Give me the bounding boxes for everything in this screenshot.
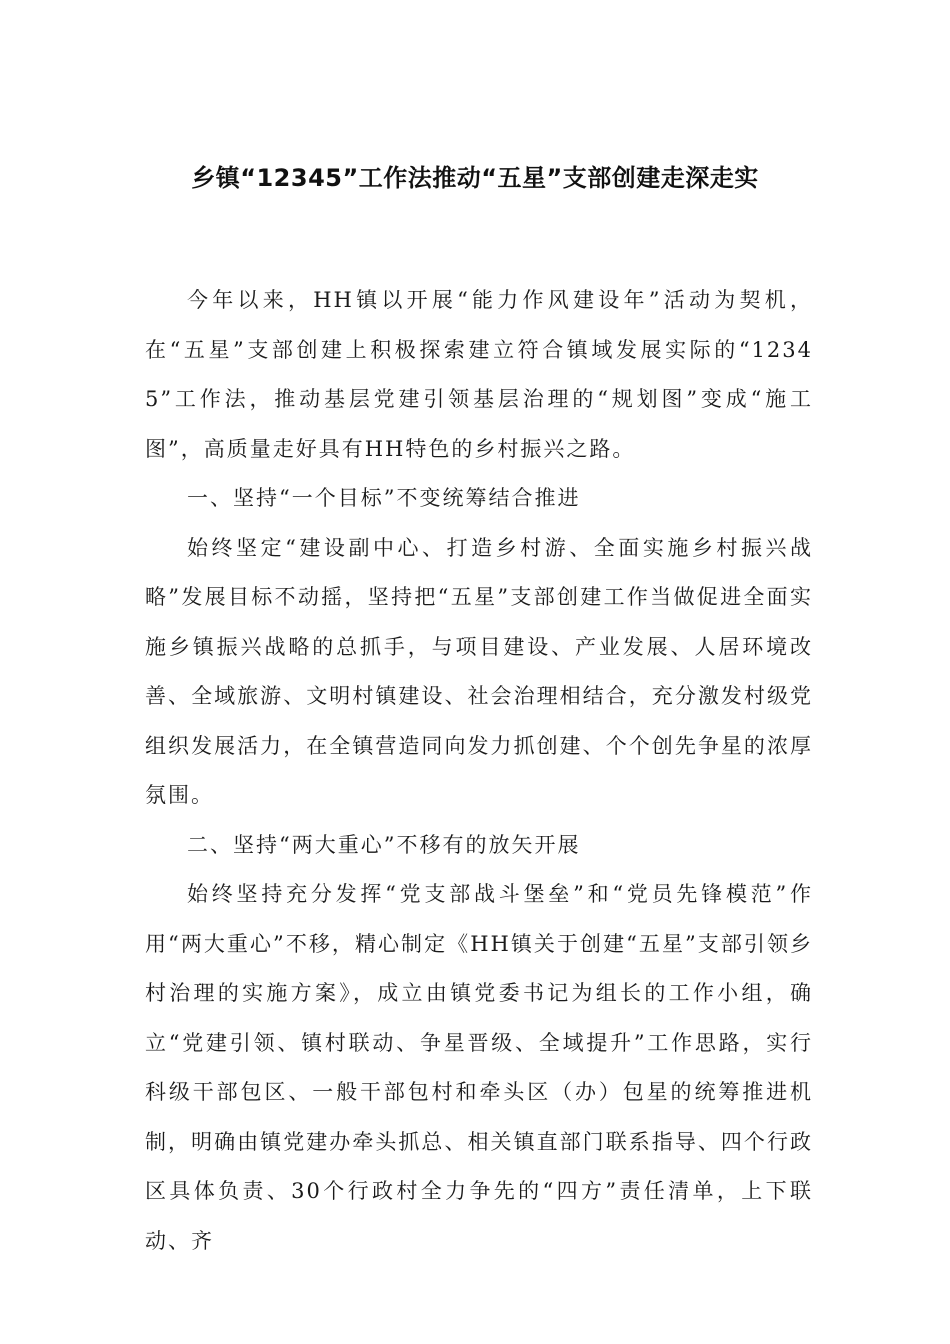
section-heading-2: 二、坚持“两大重心”不移有的放矢开展 (187, 832, 581, 857)
paragraph-section-2: 始终坚持充分发挥“党支部战斗堡垒”和“党员先锋模范”作用“两大重心”不移，精心制定《HH镇关于创建“五星”支部引领乡村治理的实施方案》，成立由镇党委书记为组长的工作小组，确立“党建引领、镇村联动、争星晋级、全域提升”工作思路，实行科级干部包区、一般干部包村和牵头区（办）包星的统筹推进机制，明确由镇党建办牵头抓总、相关镇直部门联系指导、四个行政区具体负责、30个行政村全力争先的“四方”责任清单，上下联动、齐 (145, 882, 813, 1253)
paragraph-section-1: 始终坚定“建设副中心、打造乡村游、全面实施乡村振兴战略”发展目标不动摇，坚持把“五星”支部创建工作当做促进全面实施乡镇振兴战略的总抓手，与项目建设、产业发展、人居环境改善、全域旅游、文明村镇建设、社会治理相结合，充分激发村级党组织发展活力，在全镇营造同向发力抓创建、个个创先争星的浓厚氛围。 (145, 535, 813, 807)
document-body (145, 276, 813, 1266)
section-heading-1: 一、坚持“一个目标”不变统筹结合推进 (187, 486, 581, 510)
document-title: 乡镇“12345”工作法推动“五星”支部创建走深走实 (191, 164, 759, 192)
paragraph-intro: 今年以来，HH镇以开展“能力作风建设年”活动为契机，在“五星”支部创建上积极探索建立符合镇域发展实际的“12345”工作法，推动基层党建引领基层治理的“规划图”变成“施工图”，高质量走好具有HH特色的乡村振兴之路。 (145, 288, 813, 461)
